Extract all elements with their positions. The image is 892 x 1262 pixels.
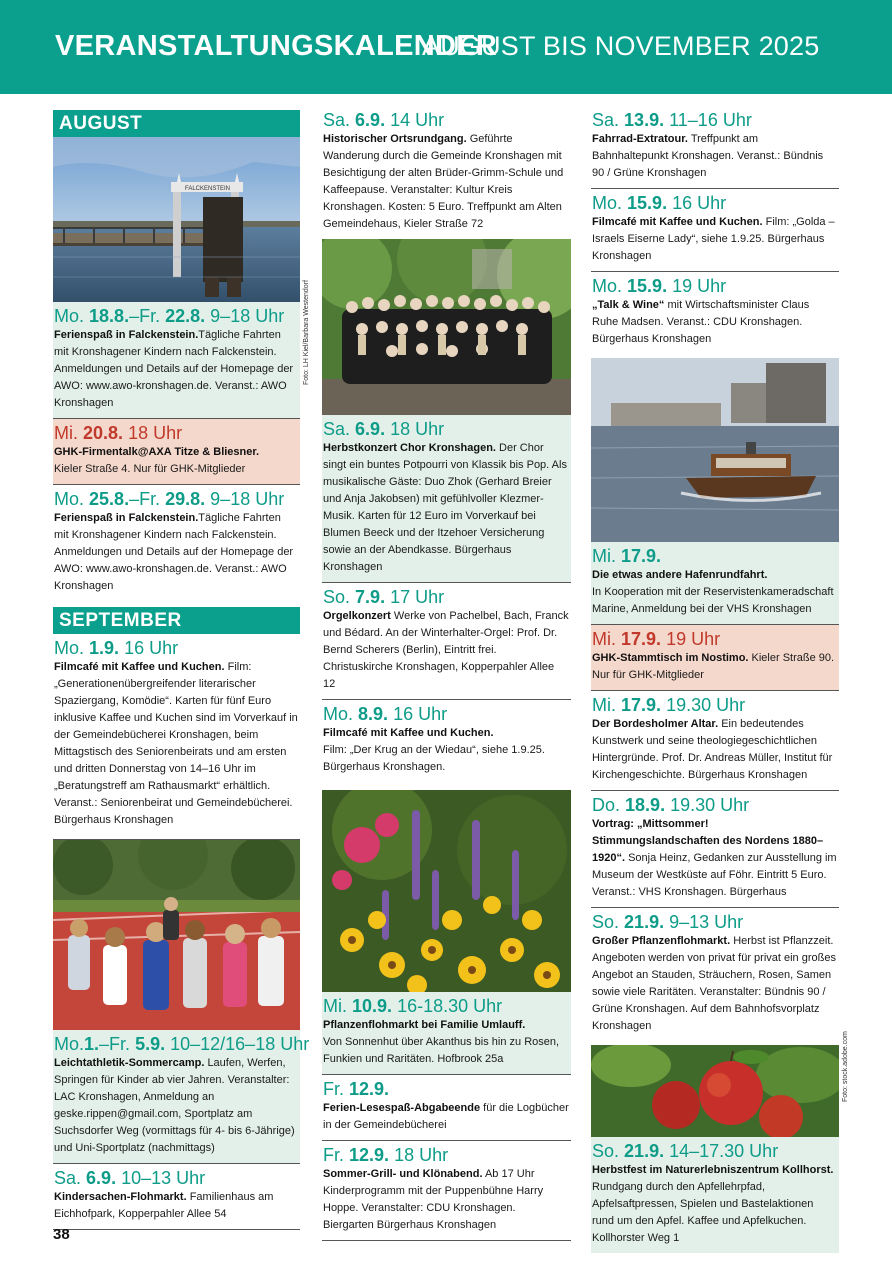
event-herbstfest-kollhorst: So. 21.9. 14–17.30 Uhr Herbstfest im Naturerlebniszentrum Kollhorst. Rundgang durch den Apfellehrpfad, Apfelsaftpressen, Spielen und Bastelaktionen rund um den Apfel. Kaffee und Apfelkuchen. Kollhorster Weg 1 (591, 1137, 839, 1253)
header-subtitle: AUGUST BIS NOVEMBER 2025 (422, 31, 820, 61)
photo-credit-adobe: Foto: stock.adobe.com (842, 1031, 849, 1102)
month-heading-august: AUGUST (53, 110, 300, 137)
event-grosser-pflanzenflohmarkt: So. 21.9. 9–13 Uhr Großer Pflanzenflohmarkt. Herbst ist Pflanzzeit. Angeboten werden von privat für privat ein großes Angebot an Stauden, Sträuchern, Rosen, Samen sowie viele Raritäten. Veranstalter: Bündnis 90 / Grüne Kronshagen. Auf dem Bahnhofsvorplatz Kronshagen (592, 912, 836, 1032)
header-title: VERANSTALTUNGSKALENDER (55, 30, 498, 62)
event-ghk-firmentalk: Mi. 20.8. 18 Uhr GHK-Firmentalk@AXA Titze & Bliesner. Kieler Straße 4. Nur für GHK-Mitglieder (53, 419, 300, 485)
event-ghk-stammtisch: Mi. 17.9. 19 Uhr GHK-Stammtisch im Nostimo. Kieler Straße 90. Nur für GHK-Mitglieder (591, 625, 839, 691)
event-orgelkonzert: So. 7.9. 17 Uhr Orgelkonzert Werke von Pachelbel, Bach, Franck und Bédard. An der Winterhalter-Orgel: Prof. Dr. Bernd Scherers (Berlin), Eintritt frei. Christuskirche Kronshagen, Kopperpahler Allee 12 (322, 583, 571, 700)
event-filmcafe-2: Mo. 8.9. 16 Uhr Filmcafé mit Kaffee und Kuchen. Film: „Der Krug an der Wiedau“, siehe 1.9.25. Bürgerhaus Kronshagen. (323, 704, 545, 773)
event-bordesholmer-altar: Mi. 17.9. 19.30 Uhr Der Bordesholmer Altar. Ein bedeutendes Kunstwerk und seine theologiegeschichtlichen Hintergründe. Prof. Dr. Andreas Müller, Institut für Kirchengeschichte. Bürgerhaus Kronshagen (591, 691, 839, 791)
photo-falckenstein-pier (53, 137, 300, 302)
event-sommer-grill: Fr. 12.9. 18 Uhr Sommer-Grill- und Klönabend. Ab 17 Uhr Kinderprogramm mit der Puppenbühne Harry Hoppe. Veranstalter: CDU Kronshagen. Biergarten Bürgerhaus Kronshagen (322, 1141, 571, 1241)
event-vortrag-mittsommer: Do. 18.9. 19.30 Uhr Vortrag: „Mittsommer! Stimmungslandschaften des Nordens 1880–1920“. Sonja Heinz, Gedanken zur Ausstellung im Museum der Westküste auf Föhr. Eintritt 5 Euro. Veranst.: VHS Kronshagen. Bürgerhaus (591, 791, 839, 908)
event-kindersachen-flohmarkt: Sa. 6.9. 10–13 Uhr Kindersachen-Flohmarkt. Familienhaus am Eichhofpark, Kopperpahler Allee 54 (53, 1164, 300, 1230)
photo-flowers (322, 790, 571, 992)
event-ferien-lesespass: Fr. 12.9. Ferien-Lesespaß-Abgabeende für die Logbücher in der Gemeindebücherei (322, 1075, 571, 1141)
event-talk-and-wine: Mo. 15.9. 19 Uhr „Talk & Wine“ mit Wirtschaftsminister Claus Ruhe Madsen. Veranst.: CDU Kronshagen. Bürgerhaus Kronshagen (592, 276, 810, 345)
photo-chor-kronshagen (322, 239, 571, 415)
svg-text:FALCKENSTEIN: FALCKENSTEIN (185, 186, 231, 192)
event-ferienspass-2: Mo. 25.8.–Fr. 29.8. 9–18 Uhr Ferienspaß in Falckenstein.Tägliche Fahrten mit Kronshagener Kindern nach Falckenstein. Anmeldungen und Details auf der Homepage der AWO: www.awo-kronshagen.de. Veranst.: AWO Kronshagen (54, 489, 294, 592)
event-hafenrundfahrt: Mi. 17.9. Die etwas andere Hafenrundfahrt. In Kooperation mit der Reservistenkameradschaft Marine, Anmeldung bei der VHS Kronshagen (591, 542, 839, 625)
column-3 (591, 110, 839, 1253)
photo-children-athletics (53, 840, 300, 1030)
photo-credit: Foto: LH Kiel/Barbara Westendorf (303, 280, 310, 385)
event-leichtathletik: Mo.1.–Fr. 5.9. 10–12/16–18 Uhr Leichtathletik-Sommercamp. Laufen, Werfen, Springen für Kinder ab vier Jahren. Veranstalter: LAC Kronshagen, Anmeldung an geske.rippen@gmail.com, Sportplatz am Suchsdorfer Weg (vormittags für 4- bis 6-Jährige) und Uni-Sportplatz (nachmittags) (53, 1030, 300, 1164)
event-pflanzenflohmarkt-umlauff: Mi. 10.9. 16-18.30 Uhr Pflanzenflohmarkt bei Familie Umlauff. Von Sonnenhut über Akanthus bis hin zu Rosen, Funkien und Raritäten. Hofbrook 25a (322, 992, 571, 1075)
photo-apples (591, 1045, 839, 1137)
page-number: 38 (53, 1226, 70, 1243)
column-1 (53, 110, 310, 1230)
month-heading-september: SEPTEMBER (53, 607, 300, 634)
event-filmcafe-3: Mo. 15.9. 16 Uhr Filmcafé mit Kaffee und Kuchen. Film: „Golda – Israels Eiserne Lady“, siehe 1.9.25. Bürgerhaus Kronshagen (591, 189, 839, 272)
event-ortsrundgang: Sa. 6.9. 14 Uhr Historischer Ortsrundgang. Geführte Wanderung durch die Gemeinde Kronshagen mit Besichtigung der alten Brüder-Grimm-Schule und Kaffeepause. Veranstalter: Kultur Kreis Kronshagen. Kosten: 5 Euro. Treffpunkt am Alten Gemeindehaus, Kieler Straße 72 (323, 110, 564, 230)
event-ferienspass-1: Mo. 18.8.–Fr. 22.8. 9–18 Uhr Ferienspaß in Falckenstein.Tägliche Fahrten mit Kronshagener Kindern nach Falckenstein. Anmeldungen und Details auf der Homepage der AWO: www.awo-kronshagen.de. Veranst.: AWO Kronshagen (53, 302, 300, 419)
column-2 (322, 110, 571, 1241)
event-fahrrad-extratour: Sa. 13.9. 11–16 Uhr Fahrrad-Extratour. Treffpunkt am Bahnhaltepunkt Kronshagen. Veranst.: Bündnis 90 / Grüne Kronshagen (591, 110, 839, 189)
event-herbstkonzert: Sa. 6.9. 18 Uhr Herbstkonzert Chor Kronshagen. Der Chor singt ein buntes Potpourri von Klassik bis Pop. Als musikalische Gäste: Duo Zhok (Gerhard Breier und Anja Jakobsen) mit gefühlvoller Klezmer-Musik. Karten für 12 Euro im Vorverkauf bei Blumen Beeck und der Itzehoer Versicherung sowie an der Abendkasse. Bürgerhaus Kronshagen (322, 415, 571, 583)
page-header (0, 0, 892, 94)
event-filmcafe-1: Mo. 1.9. 16 Uhr Filmcafé mit Kaffee und Kuchen. Film: „Generationenübergreifender literarischer Spaziergang, Komödie“. Karten für fünf Euro inklusive Kaffee und Kuchen sind im Vorverkauf in der Gemeindebücherei Kronshagen, beim Mittagstisch des Seniorenbeirats und am ersten und dritten Donnerstag von 14–16 Uhr im „Beratungstreff am Rathausmarkt“ erhältlich. Veranst.: Seniorenbeirat und Gemeindebücherei. Bürgerhaus Kronshagen (53, 634, 300, 840)
photo-harbour-boat (591, 358, 839, 542)
